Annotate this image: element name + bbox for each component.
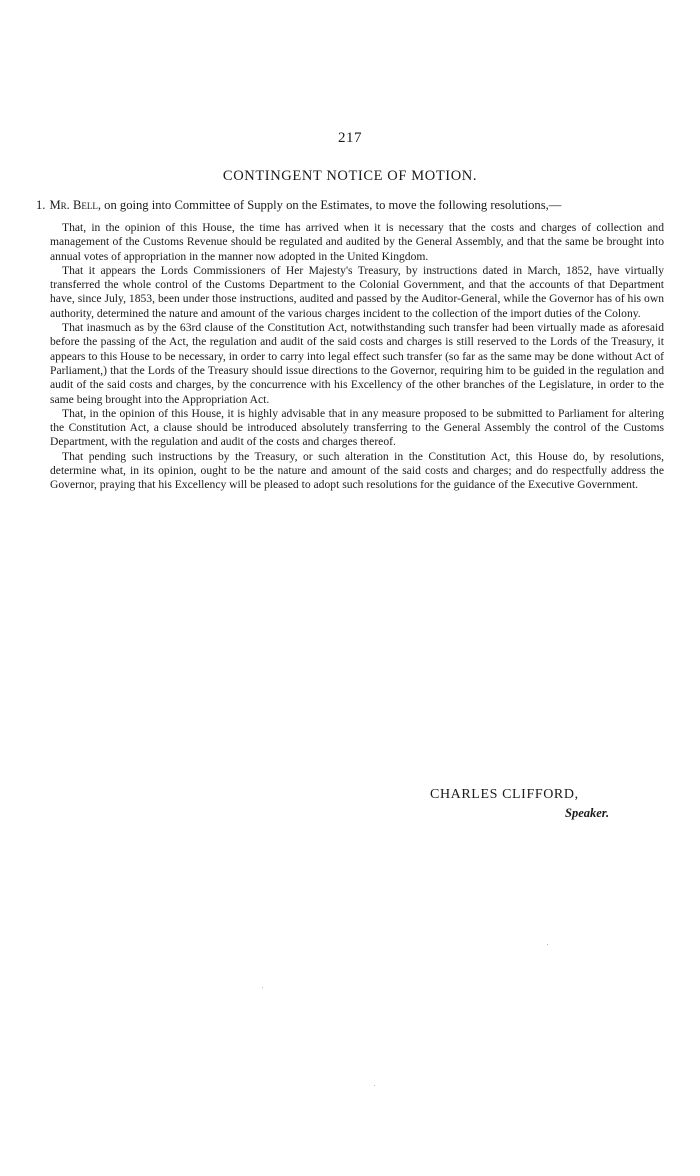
paper-speck bbox=[547, 944, 548, 945]
signature-title: Speaker. bbox=[565, 806, 610, 820]
motion-number: 1. bbox=[36, 198, 46, 212]
notice-heading: CONTINGENT NOTICE OF MOTION. bbox=[222, 168, 478, 184]
motion-intro-text: on going into Committee of Supply on the Estimates, to move the following resolutions,— bbox=[104, 198, 562, 212]
paper-speck bbox=[374, 1085, 375, 1086]
resolution-paragraph-4: That, in the opinion of this House, it is highly advisable that in any measure proposed to be submitted to Parliament for altering the Constitution Act, a clause should be introduced absolutely transferring to the General Assembly the control of the Customs Department, with the regulation and audit of the costs and charges thereof. bbox=[50, 406, 664, 449]
resolution-paragraph-1: That, in the opinion of this House, the time has arrived when it is necessary that the costs and charges of collection and management of the Customs Revenue should be regulated and audited by the General Assembly, and that the same be brought into annual votes of appropriation in the manner now adopted in the United Kingdom. bbox=[50, 221, 664, 263]
paper-speck bbox=[262, 987, 263, 988]
resolution-paragraph-5: That pending such instructions by the Treasury, or such alteration in the Constitution Act, this House do, by resolutions, determine what, in its opinion, ought to be the nature and amount of the said costs and charges; and do respectfully address the Governor, praying that his Excellency will be pleased to adopt such resolutions for the guidance of the Executive Government. bbox=[50, 449, 664, 492]
signature-name: CHARLES CLIFFORD, bbox=[430, 787, 579, 802]
resolution-paragraph-3: That inasmuch as by the 63rd clause of the Constitution Act, notwithstanding such transfer had been virtually made as aforesaid before the passing of the Act, the regulation and audit of the said costs and charges is still reserved to the Lords of the Treasury, it appears to this House to be necessary, in order to carry into legal effect such transfer (so far as the same may be done without Act of Parliament,) that the Lords of the Treasury should issue directions to the Governor, requiring him to be guided in the regulation and audit of the said costs and charges, by the concurrence with his Excellency of the other branches of the Legislature, in order to the same being brought into the Appropriation Act. bbox=[50, 321, 664, 406]
motion-intro bbox=[36, 198, 664, 213]
mover-name: Mr. Bell, bbox=[49, 198, 101, 212]
page-number: 217 bbox=[338, 130, 362, 146]
motion-body bbox=[36, 198, 664, 493]
resolution-paragraph-2: That it appears the Lords Commissioners of Her Majesty's Treasury, by instructions dated in March, 1852, have virtually transferred the whole control of the Customs Department to the Colonial Government, and that the accounts of that Department have, since July, 1853, been under those instructions, audited and passed by the Auditor-General, while the Governor has of his own authority, determined the nature and amount of the various charges incident to the collection of the import duties of the Colony. bbox=[50, 263, 664, 320]
